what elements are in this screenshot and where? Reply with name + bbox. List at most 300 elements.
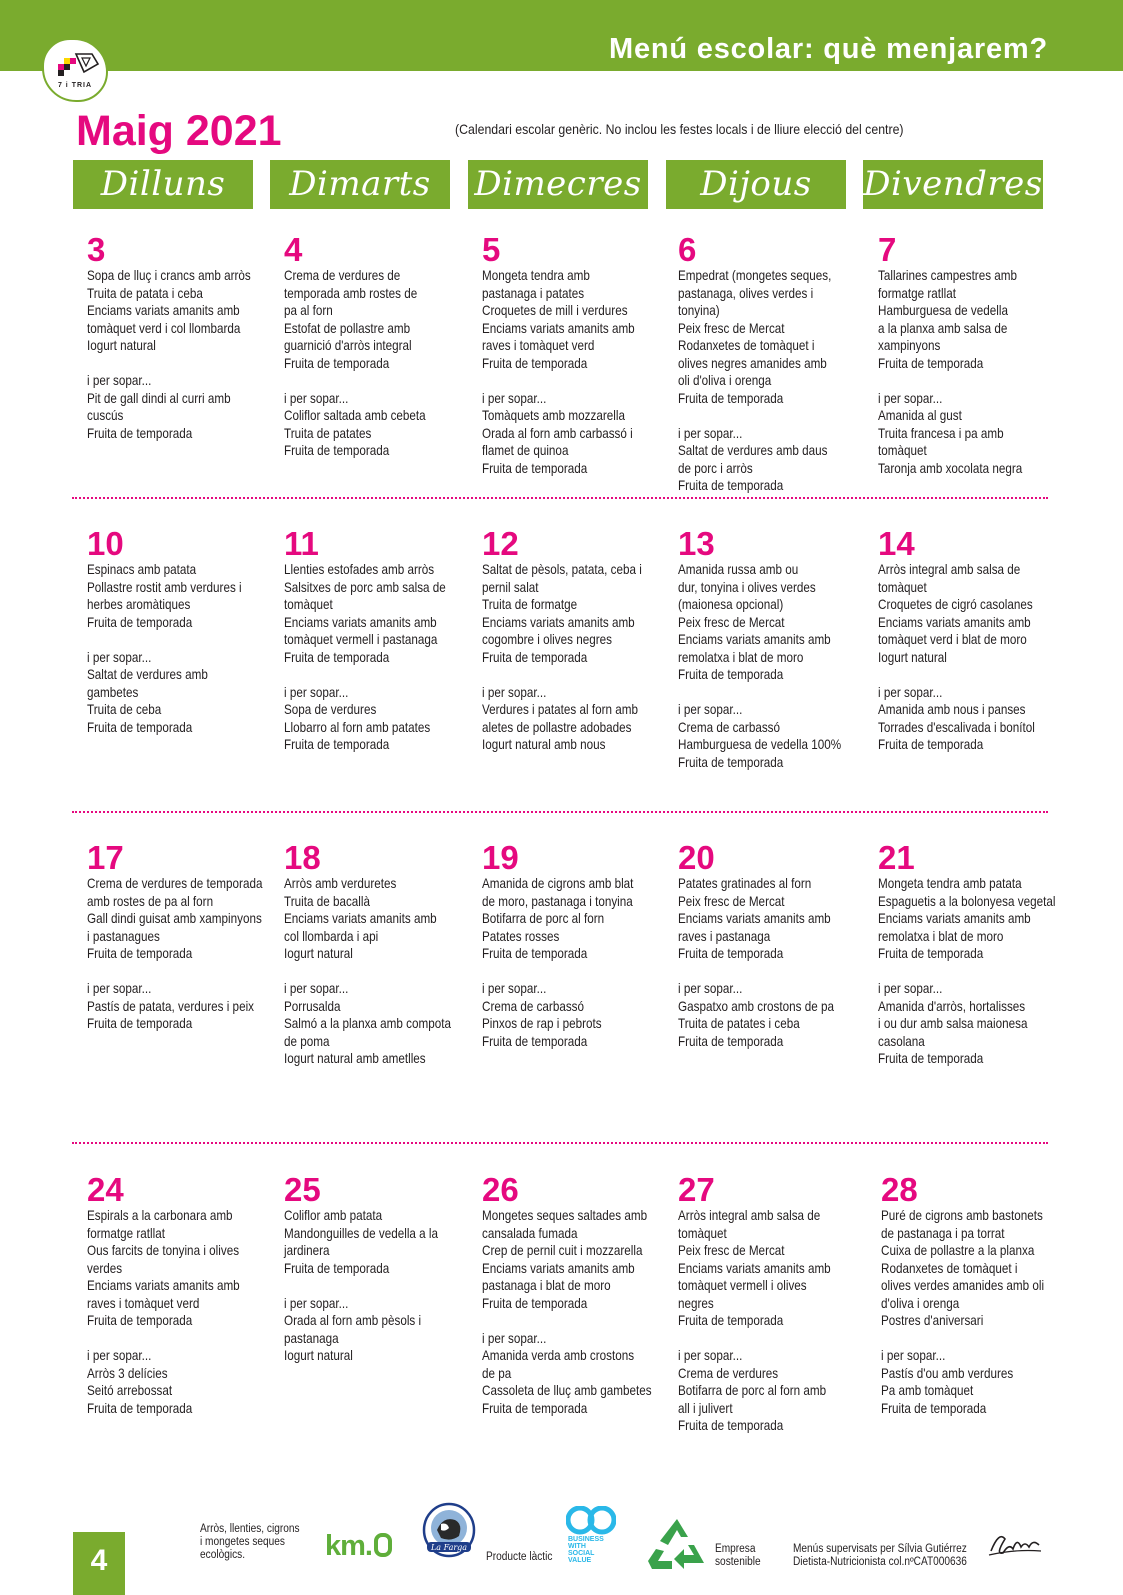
menu-line: casolana: [878, 1033, 925, 1049]
menu-line: [87, 355, 271, 373]
day-number: 17: [87, 839, 124, 876]
menu-line: tomàquet: [878, 579, 927, 595]
menu-line: Croquetes de mill i verdures: [482, 303, 628, 318]
menu-lines: [284, 1207, 468, 1365]
km0-ring-icon: [374, 1533, 392, 1557]
menu-line: [482, 963, 666, 981]
km0-logo: km.: [325, 1530, 392, 1563]
menu-line: Mongetes seques saltades amb: [482, 1208, 648, 1223]
menu-line: gambetes: [87, 684, 139, 700]
menu-line: negres: [678, 1295, 714, 1311]
menu-line: Fruita de temporada: [482, 1295, 588, 1311]
menu-line: Fruita de temporada: [678, 390, 784, 406]
menu-line: Ous farcits de tonyina i olives: [87, 1243, 240, 1258]
menu-line: raves i tomàquet verd: [87, 1295, 200, 1311]
day-cell: [878, 231, 1063, 477]
menu-line: Pollastre rostit amb verdures i: [87, 579, 242, 595]
menu-line: [878, 372, 1062, 390]
menu-line: Fruita de temporada: [87, 946, 193, 961]
menu-lines: [87, 875, 271, 1033]
weekday-header-monday: Dilluns: [73, 160, 253, 209]
menu-line: Amanida amb nous i panses: [878, 702, 1026, 717]
menu-line: i per sopar...: [284, 1295, 349, 1311]
supervised-line: Dietista-Nutricionista col.nºCAT000636: [793, 1556, 967, 1568]
menu-lines: [678, 875, 862, 1050]
menu-lines: [482, 1207, 666, 1417]
brand-logo: [42, 38, 108, 102]
menu-line: Enciams variats amanits amb: [678, 632, 831, 647]
menu-line: i per sopar...: [284, 981, 349, 996]
menu-line: i per sopar...: [678, 1348, 743, 1363]
menu-line: Verdures i patates al forn amb: [482, 702, 638, 717]
menu-line: i per sopar...: [878, 981, 943, 996]
menu-line: Sopa de verdures: [284, 702, 377, 717]
menu-line: tomàquet verd i col llombarda: [87, 320, 241, 336]
bsv-text: VALUE: [568, 1557, 592, 1564]
menu-line: Amanida de cigrons amb blat: [482, 876, 634, 891]
menu-line: [284, 963, 468, 981]
svg-text:La Farga: La Farga: [430, 1543, 468, 1552]
menu-line: Iogurt natural: [284, 1348, 353, 1363]
menu-line: Iogurt natural amb ametlles: [284, 1051, 426, 1066]
menu-line: Enciams variats amanits amb: [878, 911, 1031, 926]
page-title: Menú escolar: què menjarem?: [609, 33, 1048, 65]
menu-line: Croquetes de cigró casolanes: [878, 597, 1033, 612]
menu-line: Fruita de temporada: [482, 1400, 588, 1416]
menu-line: formatge ratllat: [878, 285, 956, 301]
menu-line: Fruita de temporada: [87, 1400, 193, 1416]
menu-line: [878, 963, 1062, 981]
menu-line: Enciams variats amanits amb: [284, 911, 437, 926]
menu-lines: [878, 875, 1062, 1068]
menu-line: Crema de verdures de temporada: [87, 876, 263, 891]
week-divider: [72, 811, 1048, 813]
menu-line: pastanaga i patates: [482, 285, 585, 301]
menu-line: de moro, pastanaga i tonyina: [482, 893, 633, 909]
month-title: Maig 2021: [76, 107, 282, 155]
menu-line: i per sopar...: [678, 425, 743, 441]
menu-line: Pinxos de rap i pebrots: [482, 1016, 602, 1031]
menu-line: Fruita de temporada: [678, 946, 784, 961]
menu-lines: [482, 267, 666, 477]
day-cell: [878, 839, 1063, 1068]
day-number: 11: [284, 525, 319, 562]
menu-lines: [881, 1207, 1065, 1417]
menu-line: dur, tonyina i olives verdes: [678, 579, 816, 595]
menu-line: aletes de pollastre adobades: [482, 719, 632, 735]
menu-line: Cuixa de pollastre a la planxa: [881, 1243, 1035, 1258]
menu-line: Fruita de temporada: [87, 614, 193, 630]
menu-line: Llobarro al forn amb patates: [284, 719, 431, 735]
menu-line: Sopa de lluç i crancs amb arròs: [87, 268, 251, 283]
menu-line: Pastís de patata, verdures i peix: [87, 998, 255, 1014]
menu-line: tomàquet: [678, 1225, 727, 1241]
day-cell: [87, 231, 272, 442]
menu-line: tomàquet: [878, 443, 927, 458]
menu-line: i per sopar...: [482, 981, 547, 996]
menu-line: de pastanaga i pa torrat: [881, 1225, 1005, 1241]
week-divider: [72, 497, 1048, 499]
menu-lines: [284, 267, 468, 460]
bsv-text: SOCIAL: [568, 1550, 595, 1557]
menu-line: olives negres amanides amb: [678, 355, 827, 371]
menu-line: Arròs amb verduretes: [284, 876, 397, 891]
menu-line: Enciams variats amanits amb: [678, 911, 831, 926]
day-cell: [482, 525, 667, 754]
day-number: 26: [482, 1171, 519, 1208]
day-number: 5: [482, 231, 501, 268]
bsv-text: WITH: [568, 1543, 586, 1550]
menu-line: Porrusalda: [284, 998, 341, 1014]
business-social-value-icon: [566, 1506, 616, 1566]
menu-line: Enciams variats amanits amb: [87, 1278, 240, 1293]
menu-line: remolatxa i blat de moro: [678, 649, 804, 665]
eco-note-line: Arròs, llenties, cigrons: [200, 1523, 300, 1535]
day-cell: [878, 525, 1063, 754]
supervised-line: Menús supervisats per Sílvia Gutiérrez: [793, 1543, 967, 1555]
menu-line: herbes aromàtiques: [87, 597, 191, 612]
day-number: 28: [881, 1171, 918, 1208]
menu-line: tomàquet: [284, 597, 333, 612]
menu-line: Rodanxetes de tomàquet i: [678, 338, 815, 353]
logo-icon: [54, 46, 100, 80]
bsv-text: BUSINESS: [568, 1536, 604, 1543]
menu-line: Fruita de temporada: [482, 649, 588, 665]
menu-line: Mongeta tendra amb: [482, 268, 590, 283]
menu-line: Fruita de temporada: [881, 1400, 987, 1416]
menu-line: all i julivert: [678, 1400, 733, 1416]
day-cell: [87, 525, 272, 736]
menu-line: Saltat de verdures amb daus: [678, 443, 828, 458]
menu-line: Cassoleta de lluç amb gambetes: [482, 1383, 652, 1398]
menu-line: Gall dindi guisat amb xampinyons: [87, 911, 262, 926]
menu-line: [87, 1330, 271, 1348]
menu-line: tomàquet verd i blat de moro: [878, 632, 1027, 647]
menu-line: Puré de cigrons amb bastonets: [881, 1208, 1043, 1223]
day-cell: [678, 525, 863, 771]
menu-line: Fruita de temporada: [678, 478, 784, 493]
menu-line: formatge ratllat: [87, 1225, 165, 1241]
menu-line: Taronja amb xocolata negra: [878, 460, 1023, 476]
menu-line: Torrades d'escalivada i bonítol: [878, 719, 1035, 735]
day-number: 18: [284, 839, 321, 876]
menu-line: Patates rosses: [482, 928, 560, 944]
menu-line: Peix fresc de Mercat: [678, 1243, 785, 1258]
menu-line: Fruita de temporada: [87, 719, 193, 735]
menu-line: Fruita de temporada: [878, 355, 984, 371]
menu-line: Peix fresc de Mercat: [678, 320, 785, 336]
menu-line: Fruita de temporada: [678, 1313, 784, 1328]
eco-note-line: ecològics.: [200, 1549, 246, 1561]
menu-line: [87, 963, 271, 981]
menu-line: Pastís d'ou amb verdures: [881, 1365, 1014, 1381]
menu-line: Fruita de temporada: [482, 946, 588, 961]
menu-line: i per sopar...: [878, 390, 943, 406]
weekday-header-wednesday: Dimecres: [468, 160, 648, 209]
menu-line: Fruita de temporada: [87, 1016, 193, 1031]
menu-line: Amanida verda amb crostons: [482, 1348, 635, 1363]
menu-line: Postres d'aniversari: [881, 1313, 984, 1328]
day-cell: [284, 231, 469, 460]
menu-line: [678, 963, 862, 981]
menu-line: jardinera: [284, 1243, 330, 1258]
menu-lines: [284, 561, 468, 754]
menu-line: Enciams variats amanits amb: [482, 320, 635, 336]
menu-line: i pastanagues: [87, 928, 160, 944]
menu-line: Mongeta tendra amb patata: [878, 876, 1022, 891]
menu-line: pastanaga: [284, 1330, 339, 1346]
menu-line: Crema de carbassó: [482, 998, 585, 1014]
menu-line: Fruita de temporada: [678, 667, 784, 682]
menu-line: Fruita de temporada: [284, 443, 390, 458]
menu-line: Hamburguesa de vedella 100%: [678, 737, 842, 752]
menu-lines: [284, 875, 468, 1068]
menu-line: Fruita de temporada: [678, 1033, 784, 1049]
day-cell: [284, 839, 469, 1068]
day-cell: [482, 839, 667, 1050]
page-number: 4: [73, 1532, 125, 1595]
day-number: 21: [878, 839, 915, 876]
menu-line: Mandonguilles de vedella a la: [284, 1225, 439, 1241]
menu-line: i per sopar...: [678, 981, 743, 996]
menu-line: [87, 631, 271, 649]
menu-line: Fruita de temporada: [878, 737, 984, 752]
menu-line: Pa amb tomàquet: [881, 1383, 974, 1398]
weekday-header-thursday: Dijous: [666, 160, 846, 209]
menu-line: Peix fresc de Mercat: [678, 893, 785, 909]
menu-line: Enciams variats amanits amb: [878, 614, 1031, 630]
menu-line: Fruita de temporada: [284, 737, 390, 752]
day-number: 3: [87, 231, 106, 268]
menu-line: Truita de ceba: [87, 702, 162, 717]
menu-line: pa al forn: [284, 303, 333, 318]
day-number: 25: [284, 1171, 321, 1208]
day-cell: [284, 1171, 469, 1365]
week-divider: [72, 1142, 1048, 1144]
day-number: 19: [482, 839, 519, 876]
day-number: 6: [678, 231, 697, 268]
menu-line: (maionesa opcional): [678, 597, 784, 612]
sustainable-label: [715, 1543, 761, 1569]
menu-line: i per sopar...: [87, 373, 152, 388]
menu-line: Fruita de temporada: [87, 425, 193, 441]
menu-line: i per sopar...: [881, 1348, 946, 1363]
menu-line: i per sopar...: [482, 1330, 547, 1346]
menu-line: i per sopar...: [678, 702, 743, 717]
day-cell: [87, 1171, 272, 1417]
menu-line: [284, 1277, 468, 1295]
day-number: 14: [878, 525, 915, 562]
menu-line: Patates gratinades al forn: [678, 876, 812, 891]
menu-line: Peix fresc de Mercat: [678, 614, 785, 630]
menu-line: i per sopar...: [87, 1348, 152, 1363]
logo-text: 7 i TRIA: [57, 82, 93, 89]
menu-line: Botifarra de porc al forn: [482, 911, 605, 926]
day-cell: [678, 231, 863, 495]
menu-line: Crema de verdures: [678, 1365, 779, 1381]
menu-lines: [87, 561, 271, 736]
menu-line: pastanaga i blat de moro: [482, 1278, 611, 1293]
menu-line: Enciams variats amanits amb: [482, 1260, 635, 1276]
menu-line: Hamburguesa de vedella: [878, 303, 1008, 318]
menu-line: Fruita de temporada: [482, 355, 588, 371]
menu-line: i per sopar...: [87, 981, 152, 996]
menu-line: Coliflor saltada amb cebeta: [284, 408, 426, 423]
menu-line: raves i pastanaga: [678, 928, 771, 944]
menu-line: Tallarines campestres amb: [878, 268, 1018, 283]
menu-line: Crema de carbassó: [678, 719, 781, 735]
eco-note-line: i mongetes seques: [200, 1536, 285, 1548]
menu-line: de poma: [284, 1033, 330, 1049]
menu-line: Fruita de temporada: [878, 1051, 984, 1066]
day-number: 27: [678, 1171, 715, 1208]
menu-line: Saltat de verdures amb: [87, 667, 208, 682]
sustainable-line: sostenible: [715, 1556, 761, 1568]
menu-line: i per sopar...: [284, 390, 349, 406]
day-cell: [284, 525, 469, 754]
menu-line: [482, 666, 666, 684]
menu-lines: [87, 267, 271, 442]
day-cell: [482, 231, 667, 477]
menu-line: Empedrat (mongetes seques,: [678, 268, 832, 283]
menu-lines: [678, 267, 862, 495]
menu-line: olives verdes amanides amb oli: [881, 1278, 1045, 1293]
menu-line: Arròs 3 delícies: [87, 1365, 168, 1381]
menu-line: Coliflor amb patata: [284, 1208, 383, 1223]
menu-line: Fruita de temporada: [284, 1260, 390, 1276]
menu-line: de porc i arròs: [678, 460, 753, 476]
menu-line: Truita de patates: [284, 425, 372, 441]
lactic-label: Producte làctic: [486, 1551, 553, 1563]
menu-line: Fruita de temporada: [678, 1418, 784, 1433]
menu-line: a la planxa amb salsa de: [878, 320, 1008, 336]
day-cell: [87, 839, 272, 1033]
menu-line: d'oliva i orenga: [881, 1295, 960, 1311]
menu-line: cuscús: [87, 408, 124, 423]
weekday-header-friday: Divendres: [863, 160, 1043, 209]
day-number: 12: [482, 525, 519, 562]
menu-line: [678, 1330, 862, 1348]
day-number: 7: [878, 231, 897, 268]
menu-line: Enciams variats amanits amb: [678, 1260, 831, 1276]
menu-line: cogombre i olives negres: [482, 632, 612, 647]
menu-lines: [678, 1207, 862, 1435]
menu-line: Orada al forn amb carbassó i: [482, 425, 633, 441]
menu-line: i per sopar...: [482, 684, 547, 700]
menu-line: Amanida russa amb ou: [678, 562, 799, 577]
day-cell: [678, 1171, 863, 1435]
menu-line: amb rostes de pa al forn: [87, 893, 214, 909]
menu-line: Fruita de temporada: [678, 754, 784, 770]
menu-line: i per sopar...: [87, 649, 152, 665]
menu-line: [678, 407, 862, 425]
menu-line: Espaguetis a la bolonyesa vegetal: [878, 893, 1056, 909]
day-number: 10: [87, 525, 124, 562]
menu-line: Estofat de pollastre amb: [284, 320, 411, 336]
menu-line: Truita de formatge: [482, 597, 578, 612]
weekday-header-tuesday: Dimarts: [270, 160, 450, 209]
menu-lines: [482, 561, 666, 754]
menu-line: pernil salat: [482, 579, 539, 595]
day-cell: [678, 839, 863, 1050]
menu-line: Fruita de temporada: [878, 946, 984, 961]
menu-line: Iogurt natural: [284, 946, 353, 961]
menu-line: Fruita de temporada: [482, 460, 588, 476]
menu-line: [881, 1330, 1065, 1348]
menu-line: Amanida al gust: [878, 408, 962, 423]
menu-line: Rodanxetes de tomàquet i: [881, 1260, 1018, 1276]
menu-line: [284, 666, 468, 684]
menu-line: Salsitxes de porc amb salsa de: [284, 579, 446, 595]
menu-line: temporada amb rostes de: [284, 285, 418, 301]
menu-line: cansalada fumada: [482, 1225, 578, 1241]
menu-line: [284, 372, 468, 390]
menu-line: xampinyons: [878, 338, 941, 353]
menu-line: i ou dur amb salsa maionesa: [878, 1016, 1028, 1031]
menu-line: Tomàquets amb mozzarella: [482, 408, 625, 423]
menu-line: Arròs integral amb salsa de: [878, 562, 1021, 577]
menu-line: Amanida d'arròs, hortalisses: [878, 998, 1026, 1014]
menu-lines: [678, 561, 862, 771]
menu-line: Truita de patates i ceba: [678, 1016, 800, 1031]
menu-line: [878, 666, 1062, 684]
menu-lines: [482, 875, 666, 1050]
menu-line: raves i tomàquet verd: [482, 338, 595, 353]
menu-line: verdes: [87, 1260, 123, 1276]
supervised-by: [793, 1543, 967, 1569]
menu-line: Crep de pernil cuit i mozzarella: [482, 1243, 643, 1258]
menu-line: tomàquet vermell i olives: [678, 1278, 807, 1293]
day-number: 13: [678, 525, 715, 562]
menu-line: Pit de gall dindi al curri amb: [87, 390, 231, 406]
menu-line: Enciams variats amanits amb: [284, 614, 437, 630]
menu-line: de pa: [482, 1365, 512, 1381]
menu-line: Saltat de pèsols, patata, ceba i: [482, 562, 642, 577]
menu-line: [678, 684, 862, 702]
menu-line: Fruita de temporada: [284, 649, 390, 665]
menu-line: oli d'oliva i orenga: [678, 373, 772, 388]
signature-icon: [985, 1525, 1045, 1561]
day-number: 20: [678, 839, 715, 876]
menu-line: Truita de patata i ceba: [87, 285, 203, 301]
menu-lines: [878, 561, 1062, 754]
la-farga-logo-icon: [421, 1502, 477, 1558]
menu-lines: [87, 1207, 271, 1417]
menu-line: Orada al forn amb pèsols i: [284, 1313, 422, 1328]
eco-note: [200, 1523, 300, 1562]
menu-line: flamet de quinoa: [482, 443, 569, 458]
recycle-icon: [648, 1515, 706, 1571]
menu-line: Arròs integral amb salsa de: [678, 1208, 821, 1223]
menu-line: i per sopar...: [482, 390, 547, 406]
calendar-note: (Calendari escolar genèric. No inclou les festes locals i de lliure elecció del centre): [455, 121, 904, 137]
menu-line: Iogurt natural: [87, 338, 156, 353]
menu-line: i per sopar...: [878, 684, 943, 700]
menu-line: guarnició d'arròs integral: [284, 338, 412, 353]
menu-line: [482, 1312, 666, 1330]
menu-line: Enciams variats amanits amb: [87, 303, 240, 318]
sustainable-line: Empresa: [715, 1543, 756, 1555]
menu-line: Enciams variats amanits amb: [482, 614, 635, 630]
menu-line: Crema de verdures de: [284, 268, 401, 283]
menu-line: Seitó arrebossat: [87, 1383, 173, 1398]
day-number: 4: [284, 231, 303, 268]
menu-line: Iogurt natural amb nous: [482, 737, 606, 752]
menu-line: Salmó a la planxa amb compota: [284, 1016, 452, 1031]
menu-lines: [878, 267, 1062, 477]
menu-line: [482, 372, 666, 390]
menu-line: Espirals a la carbonara amb: [87, 1208, 233, 1223]
